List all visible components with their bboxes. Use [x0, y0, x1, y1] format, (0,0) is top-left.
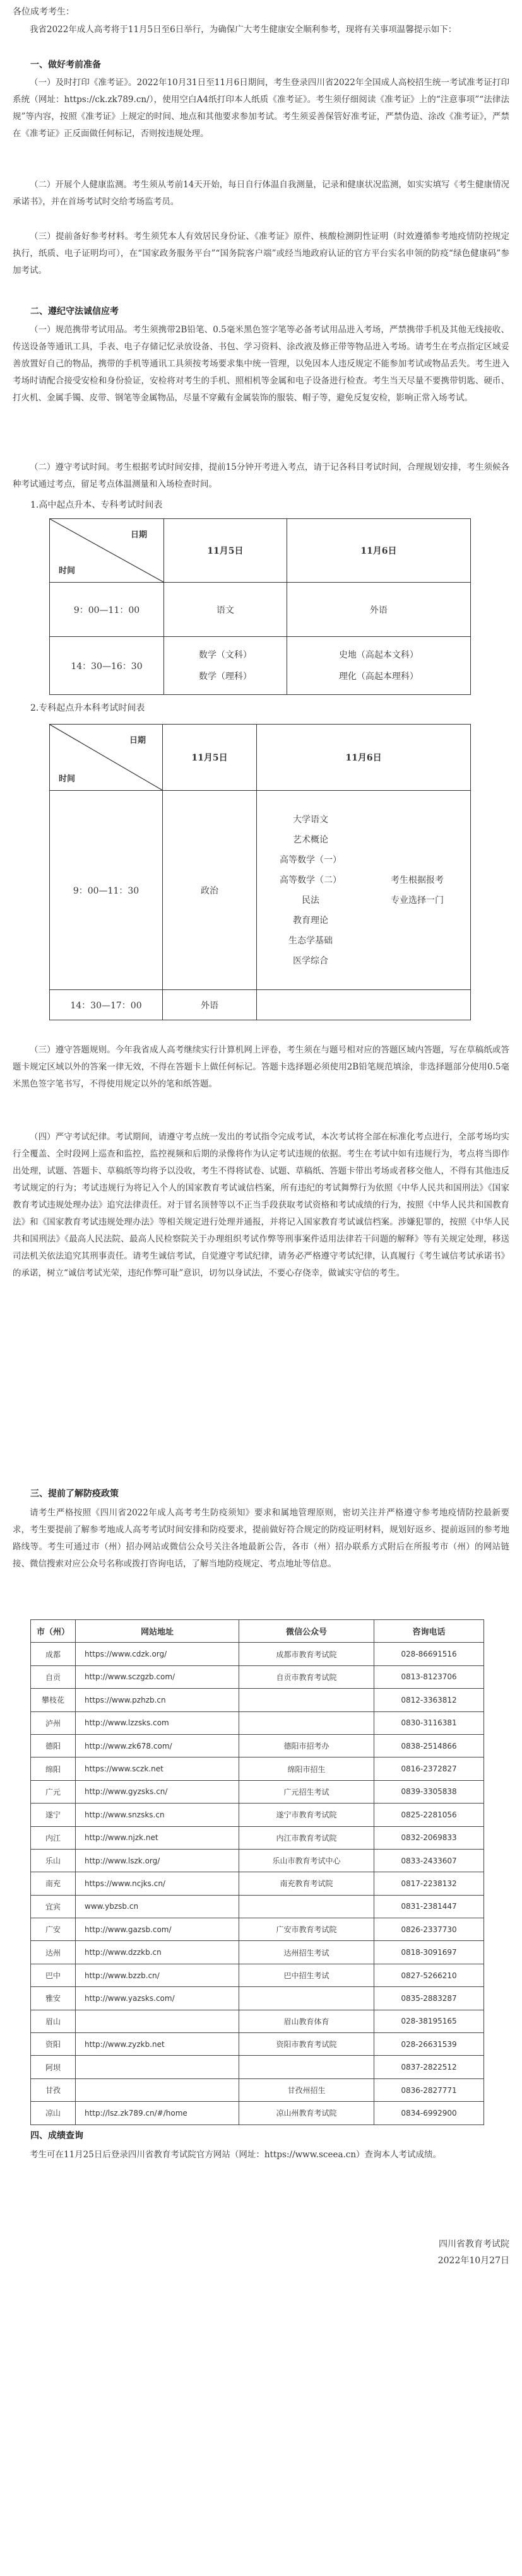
table-1-time-label: 时间 [59, 566, 76, 576]
dir-wechat: 成都市教育考试院 [239, 1643, 374, 1665]
dir-row [31, 1895, 484, 1918]
dir-wechat: 甘孜州招生 [239, 2078, 374, 2101]
dir-body [31, 1643, 484, 2124]
dir-wechat: 遂宁市教育考试院 [239, 1804, 374, 1826]
dir-city: 广元 [31, 1780, 76, 1803]
signature-date: 2022年10月27日 [437, 2256, 509, 2266]
dir-city: 泸州 [31, 1711, 76, 1734]
dir-website-link[interactable]: http://www.gyzsks.cn/ [76, 1780, 239, 1803]
dir-city: 成都 [31, 1643, 76, 1665]
dir-website-link[interactable]: https://www.pzhzb.cn [76, 1689, 239, 1711]
dir-wechat: 乐山市教育考试中心 [239, 1849, 374, 1872]
dir-wechat: 达州招生考试 [239, 1941, 374, 1964]
dir-website-link[interactable]: https://www.ncjks.cn/ [76, 1872, 239, 1895]
dir-row [31, 2056, 484, 2078]
dir-row [31, 2010, 484, 2032]
dir-city: 雅安 [31, 1987, 76, 2010]
dir-phone: 0825-2281056 [374, 1804, 484, 1826]
dir-wechat: 广元招生考试 [239, 1780, 374, 1803]
table-2-date-label: 日期 [129, 736, 146, 745]
section-4-heading: 四、成绩查询 [30, 2131, 83, 2141]
dir-row [31, 1711, 484, 1734]
dir-row [31, 1757, 484, 1780]
dir-city: 眉山 [31, 2010, 76, 2032]
dir-website-link[interactable]: https://www.cdzk.org/ [76, 1643, 239, 1665]
section-1-paragraph-3: （三）提前备好参考材料。考生须凭本人有效居民身份证、《准考证》原件、核酸检测阴性证明（时效遵循参考地疫情防控规定执行，纸质、电子证明均可），在“国家政务服务平台”“国务院客户端”或经当地政府认证的官方平台实名申领的防疫“绿色健康码”参加考试。 [13, 231, 509, 276]
dir-city: 乐山 [31, 1849, 76, 1872]
table-2-morning-nov6-subjects [257, 791, 365, 990]
dir-phone: 0831-2381447 [374, 1895, 484, 1918]
exam-schedule-table-2 [49, 724, 471, 1020]
dir-phone: 0818-3091697 [374, 1941, 484, 1964]
dir-wechat: 凉山州教育考试院 [239, 2102, 374, 2124]
dir-phone: 0830-3116381 [374, 1711, 484, 1734]
dir-wechat: 德阳市招考办 [239, 1734, 374, 1757]
table-2-note-line: 专业选择一门 [391, 895, 444, 906]
table-2-col-nov5: 11月5日 [163, 725, 257, 791]
table-1-subject: 数学（理科） [198, 671, 252, 682]
section-2-paragraph-4: （四）严守考试纪律。考试期间，请遵守考点统一发出的考试指令完成考试，本次考试将全部在标准化考点进行，全部考场均实行全覆盖、全时段网上巡查和监控，监控视频和后期的录像将作为认定考试违规的依据。考生在考试中如有违规行为，考点将当即作出处理，试题、答题卡、草稿纸等均将予以没收，考生不得将试卷、试题、草稿纸、答题卡带出考场或者移交他人，不得有其他违反考试规定的行为；考试违规行为将记入个人的国家教育考试诚信档案，所有违纪的考试舞弊行为依照《中华人民共和国刑法》《国家教育考试违规处理办法》追究法律责任。对于冒名顶替等以不正当手段获取考试资格和考试成绩的行为，按照《中华人民共和国教育法》和《国家教育考试违规处理办法》等相关规定进行处理并通报，并将记入国家教育考试诚信档案。涉嫌犯罪的，按照《中华人民共和国刑法》《最高人民法院、最高人民检察院关于办理组织考试作弊等刑事案件适用法律若干问题的解释》等有关规定处理，移送司法机关依法追究其刑事责任。请考生诚信考试，自觉遵守考试纪律，请务必严格遵守考试纪律，认真履行《考生诚信考试承诺书》的承诺，树立“诚信考试光荣，违纪作弊可耻”意识，切勿以身试法，不要心存侥幸，做诚实守信的考生。 [13, 1132, 509, 1278]
dir-website-link[interactable]: http://www.zk678.com/ [76, 1734, 239, 1757]
dir-city: 甘孜 [31, 2078, 76, 2101]
dir-row [31, 1918, 484, 1941]
dir-wechat: 资阳市教育考试院 [239, 2033, 374, 2056]
dir-city: 德阳 [31, 1734, 76, 1757]
dir-row [31, 1804, 484, 1826]
table-1-afternoon-nov5 [164, 637, 287, 695]
dir-phone: 0827-5266210 [374, 1964, 484, 1986]
section-3-paragraph-1: 请考生严格按照《四川省2022年成人高考考生防疫须知》要求和属地管理原则，密切关注并严格遵守参考地疫情防控最新要求，考生要提前了解参考地成人高考考试时间安排和防疫要求，提前做好符合规定的防疫证明材料，规划好返乡、提前返回的参考地路线等。考生可通过市（州）招办网站或微信公众号关注各地最新公告，各市（州）招办联系方式附后在所报考市（州）的网站链接、微信搜索对应公众号名称或拨打咨询电话，了解当地防疫规定、考点地址等信息。 [13, 1508, 509, 1569]
section-1-heading: 一、做好考前准备 [30, 60, 101, 70]
table-2-subject: 生态学基础 [288, 935, 333, 946]
dir-phone: 028-26631539 [374, 2033, 484, 2056]
dir-city: 南充 [31, 1872, 76, 1895]
dir-wechat: 巴中招生考试 [239, 1964, 374, 1986]
dir-website-link[interactable]: http://www.yazsks.com/ [76, 1987, 239, 2010]
dir-wechat: 内江市教育考试院 [239, 1826, 374, 1849]
dir-phone: 0837-2822512 [374, 2056, 484, 2078]
dir-website-link [76, 2010, 239, 2032]
dir-website-link[interactable]: http://www.lszk.org/ [76, 1849, 239, 1872]
dir-row [31, 2033, 484, 2056]
table-1-subject: 数学（文科） [198, 650, 252, 660]
dir-website-link[interactable]: https://www.sczk.net [76, 1757, 239, 1780]
dir-header-website: 网站地址 [76, 1620, 239, 1643]
dir-row [31, 1689, 484, 1711]
dir-wechat: 绵阳市招生 [239, 1757, 374, 1780]
dir-city: 广安 [31, 1918, 76, 1941]
table-2-subject: 艺术概论 [293, 834, 328, 845]
dir-phone: 0826-2337730 [374, 1918, 484, 1941]
table-2-subject: 医学综合 [293, 955, 328, 966]
dir-row [31, 1665, 484, 1688]
dir-city: 资阳 [31, 2033, 76, 2056]
table-1-afternoon-nov6 [287, 637, 470, 695]
table-1-diagonal-header [50, 519, 164, 583]
dir-wechat: 广安市教育考试院 [239, 1918, 374, 1941]
dir-wechat [239, 1987, 374, 2010]
dir-city: 攀枝花 [31, 1689, 76, 1711]
dir-wechat: 眉山教育体育 [239, 2010, 374, 2032]
dir-website-link [76, 2078, 239, 2101]
dir-city: 遂宁 [31, 1804, 76, 1826]
dir-phone: 0832-2069833 [374, 1826, 484, 1849]
dir-city: 宜宾 [31, 1895, 76, 1918]
dir-phone: 0835-2883287 [374, 1987, 484, 2010]
table-1-date-label: 日期 [130, 530, 147, 540]
dir-website-link[interactable]: www.ybzsb.cn [76, 1895, 239, 1918]
dir-row [31, 1987, 484, 2010]
section-4-paragraph-1: 考生可在11月25日后登录四川省教育考试院官方网站（网址：https://www.sceea.cn）查询本人考试成绩。 [30, 2150, 442, 2160]
table-2-subject: 高等数学（二） [280, 875, 341, 885]
table-1-morning-time: 9：00—11：00 [50, 583, 164, 637]
dir-website-link[interactable]: http://www.gazsb.com/ [76, 1918, 239, 1941]
dir-row [31, 1941, 484, 1964]
dir-phone: 028-38195165 [374, 2010, 484, 2032]
table-1-subject: 理化（高起本理科） [338, 671, 418, 682]
dir-row [31, 2078, 484, 2101]
section-1-paragraph-1: （一）及时打印《准考证》。2022年10月31日至11月6日期间，考生登录四川省2022年全国成人高校招生统一考试准考证打印系统（网址：https://ck.zk789.cn/），使用空白A4纸打印本人纸质《准考证》。考生须仔细阅读《准考证》上的“注意事项”“法律法规”等内容，按照《准考证》上规定的时间、地点和其他要求参加考试。考生须妥善保管好准考证，严禁伪造、涂改《准考证》，严禁在《准考证》正反面做任何标记，否则按违规处理。 [13, 78, 509, 139]
dir-website-link[interactable]: http://www.njzk.net [76, 1826, 239, 1849]
dir-city: 巴中 [31, 1964, 76, 1986]
table-2-note-line: 考生根据报考 [391, 875, 444, 885]
dir-phone: 0839-3305838 [374, 1780, 484, 1803]
dir-phone: 0834-6992900 [374, 2102, 484, 2124]
dir-row [31, 2102, 484, 2124]
table-2-col-nov6: 11月6日 [257, 725, 471, 791]
table-2-morning-nov6-note [364, 791, 471, 990]
dir-website-link[interactable]: http://www.zyzkb.net [76, 2033, 239, 2056]
dir-website-link[interactable]: http://www.lzzsks.com [76, 1711, 239, 1734]
table-2-afternoon-nov5: 外语 [163, 990, 257, 1020]
table-2-afternoon-nov6 [257, 990, 471, 1020]
dir-wechat [239, 1689, 374, 1711]
table-2-subject: 大学语文 [293, 814, 328, 825]
dir-row [31, 1826, 484, 1849]
dir-city: 阿坝 [31, 2056, 76, 2078]
table-2-afternoon-time: 14：30—17：00 [50, 990, 163, 1020]
dir-wechat [239, 1711, 374, 1734]
section-2-paragraph-1: （一）规范携带考试用品。考生须携带2B铅笔、0.5毫米黑色签字笔等必备考试用品进入考场，严禁携带手机及其他无线接收、传送设备等通讯工具，手表、电子存储记忆录放设备、书包、学习资料、涂改液及修正带等物品进入考场。请考生在考点指定区域妥善放置好自己的物品，携带的手机等通讯工具须按考场要求集中统一管理，以免因本人违反规定不能参加考试或物品丢失。考生进入考场时请配合接受安检和身份验证，安检将对考生的手机、照相机等金属和电子设备进行检查。考生当天尽量不要携带钥匙、硬币、打火机、金属手镯、皮带、钢笔等金属物品，尽量不穿戴有金属装饰的服装、帽子等，避免反复安检，影响正常入场考试。 [13, 325, 509, 403]
dir-website-link[interactable]: http://lsz.zk789.cn/#/home [76, 2102, 239, 2124]
dir-city: 自贡 [31, 1665, 76, 1688]
table-2-caption: 2.专科起点升本科考试时间表 [30, 703, 145, 713]
table-1-caption: 1.高中起点升本、专科考试时间表 [30, 500, 163, 510]
table-2-diagonal-header [50, 725, 163, 791]
dir-row [31, 1964, 484, 1986]
exam-schedule-table-1 [49, 518, 471, 695]
dir-phone: 0838-2514866 [374, 1734, 484, 1757]
section-2-heading: 二、遵纪守法诚信应考 [30, 306, 119, 317]
dir-row [31, 1849, 484, 1872]
section-1-paragraph-2: （二）开展个人健康监测。考生须从考前14天开始，每日自行体温自我测量，记录和健康状况监测，如实实填写《考生健康情况承诺书》，并在首场考试时交给考场监考员。 [13, 180, 509, 207]
section-2-paragraph-3: （三）遵守答题规则。今年我省成人高考继续实行计算机网上评卷，考生须在与题号相对应的答题区域内答题，写在草稿纸或答题卡规定区域以外的答案一律无效，不得在答题卡上做任何标记。答题卡选择题必须使用2B铅笔规范填涂，非选择题部分使用0.5毫米黑色签字笔书写，不得使用规定以外的笔和纸答题。 [13, 1045, 509, 1089]
dir-header-wechat: 微信公众号 [239, 1620, 374, 1643]
dir-website-link[interactable]: http://www.sczgzb.com/ [76, 1665, 239, 1688]
dir-city: 绵阳 [31, 1757, 76, 1780]
dir-website-link[interactable]: http://www.dzzkb.cn [76, 1941, 239, 1964]
table-1-col-nov6: 11月6日 [287, 519, 470, 583]
dir-phone: 0812-3363812 [374, 1689, 484, 1711]
table-2-time-label: 时间 [59, 774, 76, 784]
greeting: 各位成考考生： [13, 7, 74, 17]
dir-phone: 0816-2372827 [374, 1757, 484, 1780]
table-1-morning-nov6: 外语 [287, 583, 470, 637]
table-2-subject: 高等数学（一） [280, 854, 341, 865]
contact-directory-table [30, 1619, 484, 2125]
dir-city: 内江 [31, 1826, 76, 1849]
dir-phone: 0836-2827771 [374, 2078, 484, 2101]
dir-website-link[interactable]: http://www.bzzb.cn/ [76, 1964, 239, 1986]
signature-org: 四川省教育考试院 [439, 2239, 509, 2249]
dir-phone: 0813-8123706 [374, 1665, 484, 1688]
dir-row [31, 1643, 484, 1665]
dir-phone: 028-86691516 [374, 1643, 484, 1665]
table-1-afternoon-time: 14：30—16：30 [50, 637, 164, 695]
intro-paragraph: 我省2022年成人高考将于11月5日至6日举行，为确保广大考生健康安全顺利参考，现将有关事项温馨提示如下： [30, 25, 457, 35]
dir-city: 凉山 [31, 2102, 76, 2124]
dir-header-phone: 咨询电话 [374, 1620, 484, 1643]
table-1-morning-nov5: 语文 [164, 583, 287, 637]
dir-website-link[interactable]: http://www.snzsks.cn [76, 1804, 239, 1826]
dir-row [31, 1734, 484, 1757]
table-2-morning-time: 9：00—11：30 [50, 791, 163, 990]
dir-header-city: 市（州） [31, 1620, 76, 1643]
section-2-paragraph-2: （二）遵守考试时间。考生根据考试时间安排，提前15分钟开考进入考点，请于记各科目考试时间，合理规划安排，考生须候各种考试通过考点，留足考点体温测量和入场检查时间。 [13, 462, 509, 489]
dir-phone: 0833-2433607 [374, 1849, 484, 1872]
table-1-col-nov5: 11月5日 [164, 519, 287, 583]
table-2-subject: 教育理论 [293, 915, 328, 926]
table-2-subject: 民法 [302, 895, 319, 906]
table-2-morning-nov5: 政治 [163, 791, 257, 990]
dir-wechat [239, 2056, 374, 2078]
dir-wechat [239, 1895, 374, 1918]
dir-wechat: 南充教育考试院 [239, 1872, 374, 1895]
dir-row [31, 1872, 484, 1895]
dir-phone: 0817-2238132 [374, 1872, 484, 1895]
dir-city: 达州 [31, 1941, 76, 1964]
table-1-subject: 史地（高起本文科） [338, 650, 418, 660]
section-3-heading: 三、提前了解防疫政策 [30, 1489, 119, 1499]
dir-row [31, 1780, 484, 1803]
dir-wechat: 自贡市教育考试院 [239, 1665, 374, 1688]
dir-website-link [76, 2056, 239, 2078]
